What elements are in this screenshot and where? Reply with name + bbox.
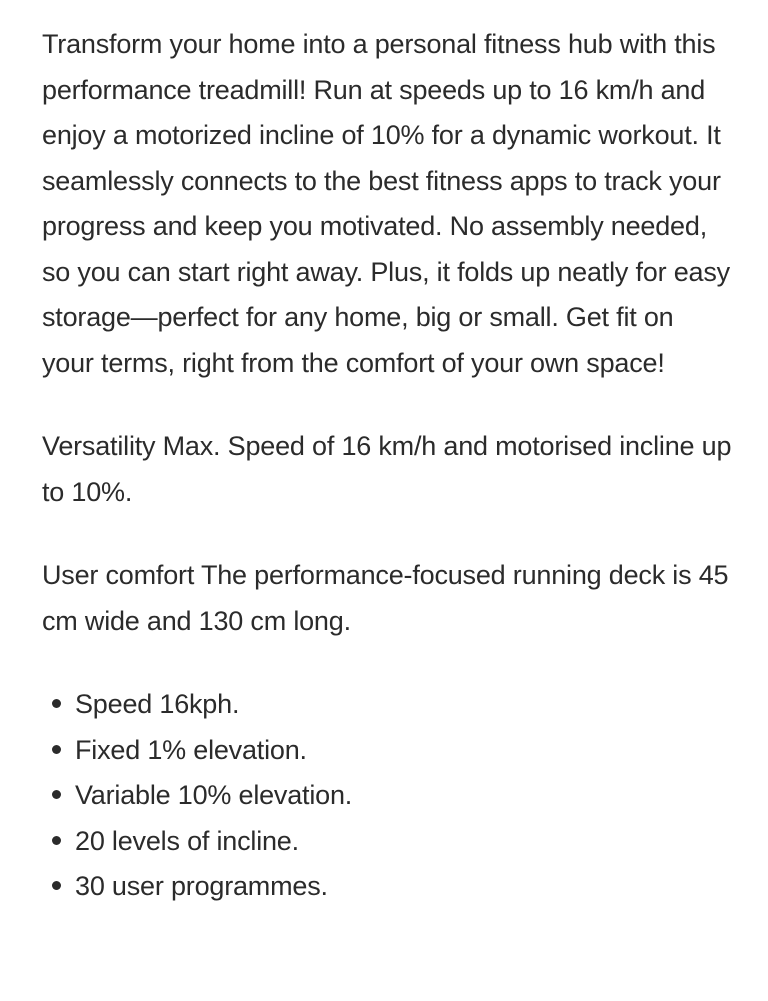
comfort-paragraph: User comfort The performance-focused running deck is 45 cm wide and 130 cm long. [42, 560, 729, 636]
bullet-icon [52, 745, 61, 754]
intro-paragraph: Transform your home into a personal fitness hub with this performance treadmill! Run at speeds up to 16 km/h and enjoy a motorized incline of 10% for a dynamic workout. It seamlessly connects to the best fitness apps to track your progress and keep you motivated. No assembly needed, so you can start right away. Plus, it folds up neatly for easy storage—perfect for any home, big or small. Get fit on your terms, right from the comfort of your own space! [42, 29, 730, 378]
feature-text: Speed 16kph. [75, 689, 240, 719]
bullet-icon [52, 881, 61, 890]
feature-text: Variable 10% elevation. [75, 780, 353, 810]
bullet-icon [52, 699, 61, 708]
list-item [42, 819, 732, 865]
feature-text: 30 user programmes. [75, 871, 328, 901]
list-item [42, 864, 732, 910]
bullet-icon [52, 836, 61, 845]
list-item [42, 773, 732, 819]
product-description [42, 22, 732, 910]
versatility-paragraph: Versatility Max. Speed of 16 km/h and motorised incline up to 10%. [42, 431, 732, 507]
feature-text: Fixed 1% elevation. [75, 734, 307, 765]
list-item [42, 728, 732, 774]
bullet-icon [52, 790, 61, 799]
list-item [42, 682, 732, 728]
feature-list [42, 682, 732, 910]
feature-text: 20 levels of incline. [75, 825, 299, 856]
